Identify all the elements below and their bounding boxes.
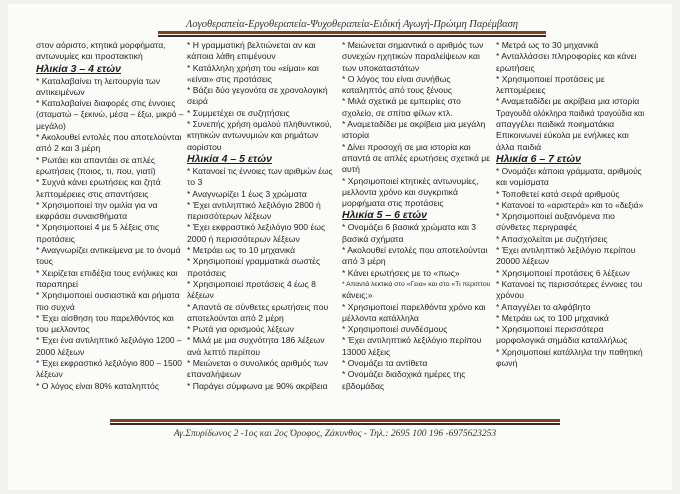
text-line: του μελλοντος <box>36 324 90 335</box>
text-line: λέξεων <box>36 369 63 380</box>
text-line: των υποκαταστάτων <box>342 62 420 73</box>
text-line: * Καταλαβαίνει τη λειτουργία των <box>36 75 161 86</box>
text-line: * Χρησιμοποιεί ουσιαστικά και ρήματα <box>36 290 180 301</box>
page-header <box>158 8 546 30</box>
text-line: μορφήματα στις προτάσεις <box>342 198 444 209</box>
text-line: πιο συχνά <box>36 301 75 312</box>
text-line: * Χρησιμοποιεί προτάσεις 4 έως 8 <box>187 278 316 289</box>
text-line: Τραγουδά ολόκληρα παιδικά τραγούδια και <box>496 108 645 118</box>
text-line: λεπτομέρειες στις απαντήσεις <box>36 188 149 199</box>
text-line: * Κατανοεί τις έννοιες των αριθμών έως <box>187 165 333 176</box>
text-line: * Κατανοεί τις περισσότερες έννοιες του <box>496 278 643 289</box>
text-line: άλλα παιδιά <box>496 141 542 152</box>
text-line: * Απαγγέλει το αλφάβητο <box>496 301 591 312</box>
text-line: * Χρησιμοποιεί προτάσεις με <box>496 73 605 84</box>
text-line: * Ακολουθεί εντολές που αποτελούνται <box>342 245 488 256</box>
text-line: * Ο λόγος είναι 80% καταληπτός <box>36 380 159 391</box>
text-line: * Συμμετέχει σε συζητήσεις <box>187 107 290 118</box>
text-line: * Μιλά σχετικά με εμπειρίες στο <box>342 96 461 107</box>
text-line: λέξεων <box>187 290 214 301</box>
text-line: λεπτομέρειες <box>496 85 546 96</box>
text-line: στον αόριστο, κτητικά μορφήματα, <box>36 40 166 50</box>
age-heading: Ηλικία 4 – 5 ετών <box>187 152 272 165</box>
text-line: και νομίσματα <box>496 177 549 188</box>
text-line: αντικειμένων <box>36 86 85 97</box>
text-line: * Συνεπής χρήση ομαλού πληθυντικού, <box>187 119 332 130</box>
text-line: * Έχει αίσθηση του παρελθόντος και <box>36 312 174 323</box>
text-line: * Μειώνεται ο συνολικός αριθμός των <box>187 358 328 369</box>
text-line: * Παράγει σύμφωνα με 90% ακρίβεια <box>187 380 328 391</box>
text-line: * Χρησιμοποιεί την ομιλία για να <box>36 199 158 210</box>
text-line: ιστορία <box>342 130 370 141</box>
age-heading: Ηλικία 3 – 4 ετών <box>36 62 121 75</box>
text-line: * Τοποθετεί κατά σειρά αριθμούς <box>496 188 620 199</box>
column-4 <box>496 40 644 369</box>
footer-divider <box>110 419 560 425</box>
text-line: περισσότερων λέξεων <box>187 211 272 222</box>
text-line: προτάσεις <box>187 267 226 278</box>
text-line: * Κατανοεί το «αριστερά» και το «δεξιά» <box>496 199 644 210</box>
column-3 <box>342 40 490 392</box>
text-line: * Χρησιμοποιεί κατάλληλα την παθητική <box>496 346 643 357</box>
text-line: * Μιλά με μια συχνότητα 186 λέξεων <box>187 335 325 346</box>
text-line: σύνθετες περιγραφές <box>496 222 577 233</box>
text-line: * Μετράει ως το 100 μηχανικά <box>496 312 609 323</box>
text-line: * Ανταλλάσσει πληροφορίες και κάνει <box>496 51 637 62</box>
page-footer <box>110 418 560 439</box>
text-line: επαναλήψεων <box>187 369 241 380</box>
text-line: αυτή <box>342 164 360 175</box>
text-line: * Ρωτάει και απαντάει σε απλές <box>36 154 155 165</box>
text-line: 20000 λέξεων <box>496 256 550 267</box>
text-line: Επικοινωνεί εύκολα με ενήλικες και <box>496 130 629 141</box>
text-line: * Μειώνεται σημαντικά ο αριθμός των <box>342 40 484 50</box>
text-line: * Ο λόγος του είναι συνήθως <box>342 73 451 84</box>
text-line: σειρά <box>187 96 208 107</box>
text-line: μέλλοντα κατάλληλα <box>342 312 419 323</box>
text-line: * Έχει εκφραστικό λεξιλόγιο 900 έως <box>187 222 326 233</box>
text-line: * Η γραμματική βελτιώνεται αν και <box>187 40 316 50</box>
text-line: * Έχει εκφραστικό λεξιλόγιο 800 – 1500 <box>36 358 182 369</box>
text-line: * Απαντά σε σύνθετες ερωτήσεις που <box>187 301 329 312</box>
text-line: * Ονομάζει κάποια γράμματα, αριθμούς <box>496 165 642 176</box>
text-line: «είναι» στις προτάσεις <box>187 73 272 84</box>
column-2 <box>187 40 335 392</box>
text-line: * Χρησιμοποιεί περισσότερα <box>496 324 604 335</box>
text-line: * Απαντά λεκτικά στο «Γεια» και στο «Τι περιπτου <box>342 280 491 288</box>
text-line: κάνεις;» <box>342 290 373 301</box>
text-line: * Ονομάζει διαδοχικά ημέρες της <box>342 369 466 380</box>
text-line: τους <box>36 256 53 267</box>
text-line: * Ακολουθεί εντολές που αποτελούνται <box>36 132 182 143</box>
text-line: * Έχει αντιληπτικό λεξιλόγιο περίπου <box>342 335 482 346</box>
text-line: εβδομάδας <box>342 380 385 391</box>
text-line: * Χρησιμοποιεί προτάσεις 6 λέξεων <box>496 267 630 278</box>
text-line: * Κατάλληλη χρήση του «είμαι» και <box>187 62 319 73</box>
text-line: κτητικών αντωνυμιών και ρημάτων <box>187 130 319 141</box>
text-line: * Χρησιμοποιεί παρελθόντα χρόνο και <box>342 301 486 312</box>
text-line: προτάσεις <box>36 233 75 244</box>
text-line: * Κάνει ερωτήσεις με το «πως» <box>342 267 460 278</box>
text-line: ερωτήσεις (ποιος, τι, που, γιατί) <box>36 165 156 176</box>
text-line: (σταματώ – ξεκινώ, μέσα – έξω, μικρό – <box>36 109 184 120</box>
text-line: μελλοντα χρόνο και συγκριτικά <box>342 186 458 197</box>
text-line: αορίστου <box>187 141 222 152</box>
text-line: εκφράσει συναισθήματα <box>36 211 128 222</box>
text-line: * Αναγνωρίζει αντικείμενα με το όνομά <box>36 245 181 256</box>
footer-contact: Αγ.Σπυρίδωνος 2 -1ος και 2ος Όροφος, Ζάκυνθος - Τηλ.: 2695 100 196 -6975623253 <box>173 429 497 439</box>
text-line: * Χρησιμοποιεί κτητικές αντωνυμίες, <box>342 175 479 186</box>
text-line: φωνή <box>496 358 518 369</box>
text-line: από 3 μέρη <box>342 256 386 267</box>
header-title: Λογοθεραπεία-Εργοθεραπεία-Ψυχοθεραπεία-Ειδική Αγωγή-Πρώιμη Παρέμβαση <box>186 19 518 30</box>
text-line: καταληπτός από τους ξένους <box>342 85 453 96</box>
text-line: σχολείο, σε σπίτια φίλων κτλ. <box>342 107 453 118</box>
text-line: * Έχει αντιληπτικό λεξιλόγιο 2800 ή <box>187 199 321 210</box>
text-line: απαγγέλει παιδικά ποιηματάκια <box>496 119 615 130</box>
text-line: * Μετρά ως το 30 μηχανικά <box>496 40 599 50</box>
column-1 <box>36 40 184 392</box>
text-line: * Ονομάζει 6 βασικά χρώματα και 3 <box>342 222 477 233</box>
text-line: απαντά σε απλές ερωτήσεις σχετικά με <box>342 152 491 163</box>
text-line: ανά λεπτό περίπου <box>187 346 261 357</box>
text-line: 13000 λέξεις <box>342 346 391 357</box>
text-line: συνεχών ηχητικών παραλείψεων και <box>342 51 480 62</box>
text-line: μεγάλο) <box>36 120 66 131</box>
text-line: 2000 ή περισσότερων λέξεων <box>187 233 300 244</box>
text-line: * Καταλαβαίνει διαφορές στις έννοιες <box>36 98 176 109</box>
text-line: * Αναμεταδίδει με ακρίβεια μια μεγάλη <box>342 119 486 130</box>
text-line: κάποια λάθη επιμένουν <box>187 51 276 62</box>
age-heading: Ηλικία 5 – 6 ετών <box>342 209 427 222</box>
text-line: * Μετράει ως το 10 μηχανικά <box>187 245 296 256</box>
text-line: χρόνου <box>496 290 524 301</box>
text-line: από 2 και 3 μέρη <box>36 143 101 154</box>
text-line: * Χρησιμοποιεί 4 με 5 λέξεις στις <box>36 222 160 233</box>
text-line: το 3 <box>187 177 203 188</box>
text-line: αντωνυμίες και προστακτική <box>36 51 143 62</box>
text-line: ερωτήσεις <box>496 62 535 73</box>
text-line: μορφολογικά σημάδια καταλλήλως <box>496 335 628 346</box>
text-line: * Συχνά κάνει ερωτήσεις και ζητά <box>36 177 161 188</box>
text-line: * Χρησιμοποιεί γραμματικά σωστές <box>187 256 321 267</box>
text-line: αποτελούνται από 2 μέρη <box>187 312 284 323</box>
text-line: * Χρησιμοποιεί αυξανόμενα πιο <box>496 211 615 222</box>
text-line: * Χειρίζεται επιδέξια τους ενήλικες και <box>36 267 178 278</box>
age-heading: Ηλικία 6 – 7 ετών <box>496 152 581 165</box>
text-line: * Αναμεταδίδει με ακρίβεια μια ιστορία <box>496 96 640 107</box>
text-line: * Έχει αντιληπτικό λεξιλόγιο περίπου <box>496 245 636 256</box>
text-line: * Αναγνωρίζει 1 έως 3 χρώματα <box>187 188 307 199</box>
text-line: * Βάζει δύο γεγονότα σε χρονολογική <box>187 85 328 96</box>
text-line: 2000 λέξεων <box>36 346 85 357</box>
text-line: * Απασχολείται με συζητήσεις <box>496 233 608 244</box>
text-line: * Δίνει προσοχή σε μια ιστορία και <box>342 141 471 152</box>
text-line: βασικά σχήματα <box>342 233 404 244</box>
text-line: * Ονομάζει τα αντίθετα <box>342 358 428 369</box>
text-line: παραπηρεί <box>36 278 78 289</box>
header-divider <box>158 30 546 37</box>
text-line: * Χρησιμοποιεί συνδέσμους <box>342 324 448 335</box>
text-line: * Ρωτά για ορισμούς λέξεων <box>187 324 294 335</box>
text-line: * Έχει ένα αντιληπτικό λεξιλόγιο 1200 – <box>36 335 182 346</box>
